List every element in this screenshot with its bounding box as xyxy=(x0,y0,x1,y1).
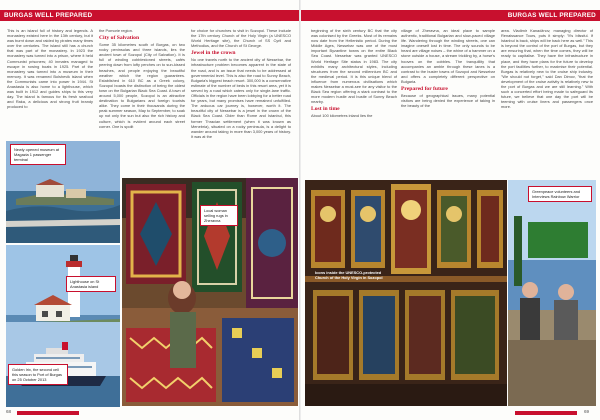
page-header-right: BURGAS WELL PREPARED xyxy=(301,10,600,21)
page-gutter xyxy=(299,0,301,420)
subheading-city-of-salvation: City of Salvation xyxy=(99,34,140,41)
photo-volunteers xyxy=(508,180,596,406)
photo-church-icons xyxy=(305,180,507,406)
page-number-left: 68 xyxy=(6,409,12,414)
subheading-jewel-in-the-crown: Jewel in the crown xyxy=(191,49,236,56)
paragraph: area. Vladimir Kanadžnov, managing director of Renaissance Tours, puts it simply: "It's blissful. If Istanbul is back, ships will be back here as well." This is beyond the control of the port of Burgas, but they are ensuring that, when the time comes, they will be ready to capitalise. They have the infrastructure in place, and they have plans for the future to develop the port facilities further, to maximise their potential. Burgas is relatively new to the cruise ship industry. "We should not forget," said Dan Dimov, "that the development of the cruise activity is relatively new to the port of Burgas and we are still learning." With such a concerted effort being made to safeguard its future, we believe that one day the port will be teeming with cruise liners and passengers once more. xyxy=(501,28,593,110)
page-header-left: BURGAS WELL PREPARED xyxy=(0,10,300,21)
footer-bar-right xyxy=(515,411,577,415)
paragraph: This is an island full of history and legends. A monastery existed here in the 13th century, but it was burnt down and raided by pirates many times over the centuries. The island still has a church that was part of the monastery. In 1923 the monastery was turned into a prison, where it held Communist prisoners; 40 inmates managed to escape in rowing boats in 1925. Part of the monastery was turned into a museum in their memory. It was renamed Bolshevik island when the Communists came into power in 1944. St Anastasia is also home to a lighthouse, which was built in 1912 and guides ships to this very day. The island is famous for its fresh seafood and Raka, a delicious and strong fruit brandy produced to xyxy=(7,28,93,110)
paragraph: for choice for churches to visit in Sozopol. These include the 17th century Church of the Holy Virgin (a UNESCO World Heritage site), the Church of SS Cyril and Methodius, and the Church of St George. xyxy=(191,28,291,49)
caption-church-icons: Icons inside the UNESCO-protected Church of the Holy Virgin in Sozopol xyxy=(315,270,383,280)
paragraph: Some 35 kilometres south of Burgas, on two rocky peninsulas and three islands, lies the ancient town of Sozopol (City of Salvation). It is full of winding cobblestoned streets, cafés peering down from lofty perches on to sun-kissed beaches, and people enjoying the beautiful weather which the region guarantees. Established in 610 BC as a Greek colony, Sozopol boasts the distinction of being the oldest town on the Bulgarian Black Sea Coast. A town of around 5,000 people, Sozopol is an attractive destination to Bulgarians and foreign tourists alike. They come in their thousands during the peak summer season, May to September, to soak up not only the sun but also the rich history and culture, which is evident around each street corner. One is spoilt xyxy=(99,42,185,129)
page-number-right: 69 xyxy=(584,409,590,414)
caption-terminal: Newly opened museum at Magazia 1 passenger terminal xyxy=(10,144,66,165)
right-column-2 xyxy=(401,28,495,178)
footer-bar-left xyxy=(17,411,79,415)
right-column-3 xyxy=(501,28,593,178)
paragraph: About 100 kilometres inland lies the xyxy=(311,113,373,119)
caption-volunteers: Greenpeace volunteers and Interviews Rainbow Warrior xyxy=(528,186,592,202)
right-column-1 xyxy=(311,28,397,178)
subheading-prepared-for-future: Prepared for future xyxy=(401,85,448,92)
caption-local-woman: Local woman selling rugs in Zheravna xyxy=(200,205,238,226)
left-column-3 xyxy=(191,28,291,178)
caption-lighthouse: Lighthouse on St Anastasia island xyxy=(66,276,116,292)
caption-golden-iris: Golden Irix, the second cell this season to Port of Burgas on 25 October 2013 xyxy=(8,364,68,385)
paragraph: Because of geographical issues, many potential visitors are being denied the experience of taking in the beauty of the xyxy=(401,93,495,109)
paragraph: village of Zheravna, an ideal place to sample authentic, traditional Bulgarian and slow-paced village life. Wandering through the winding streets, one can imagine oneself lost in time. The only sounds to be heard are village noises – the whine of a hammer on a stone outside a house, a stream trickling by, a horse's hooves on the cobbles. The tranquillity that accompanies an amble through these lanes is a contrast to the busier towns of Sozopol and Nessebar and offers a completely different perspective on Bulgaria. xyxy=(401,28,495,84)
paragraph: the Pomorie region. xyxy=(99,28,133,33)
left-column-1 xyxy=(7,28,93,140)
subheading-lost-in-time: Lost in time xyxy=(311,105,340,112)
paragraph: beginning of the sixth century BC that the city was colonised by the Greeks. Most of its remains now date from the Hellenistic period. During the Middle Ages, Nessebar was one of the most important Byzantine towns on the entire Black Sea Coast. Nessebar was granted UNESCO World Heritage Site status in 1983. The city exhibits many architectural styles, including structures from the second millennium BC and the medieval period. It is this unique blend of influence from numerous civilisations which makes Nessebar a must-see for any visitor to the Black Sea region offering a stark contrast to the more modern hustle and bustle of Sunny Beach nearby. xyxy=(311,28,397,105)
paragraph: No one travels north to the ancient city of Nessebar, the infrastructure problem becomes apparent in the state of the road, and is an issue that needs to be addressed at governmental level. This is also the road to Sunny Beach, Bulgaria's biggest beach resort. 300,000 is a conservative estimate of the number of beds in this resort area, yet it is served by a road which caters only for single-lane traffic. Officials in the region have been lobbying for a better road for years, but many promises have remained unfulfilled. The arduous car journey is, however, worth it. The beautiful city of Nessebar is a jewel in the crown of the Black Sea Coast. Older than Rome and Istanbul, this former Thracian settlement (when it was known as Menebria), situated on a rocky peninsula, is a delight to wander around taking in more than 3,000 years of history. It was at the xyxy=(191,57,291,139)
